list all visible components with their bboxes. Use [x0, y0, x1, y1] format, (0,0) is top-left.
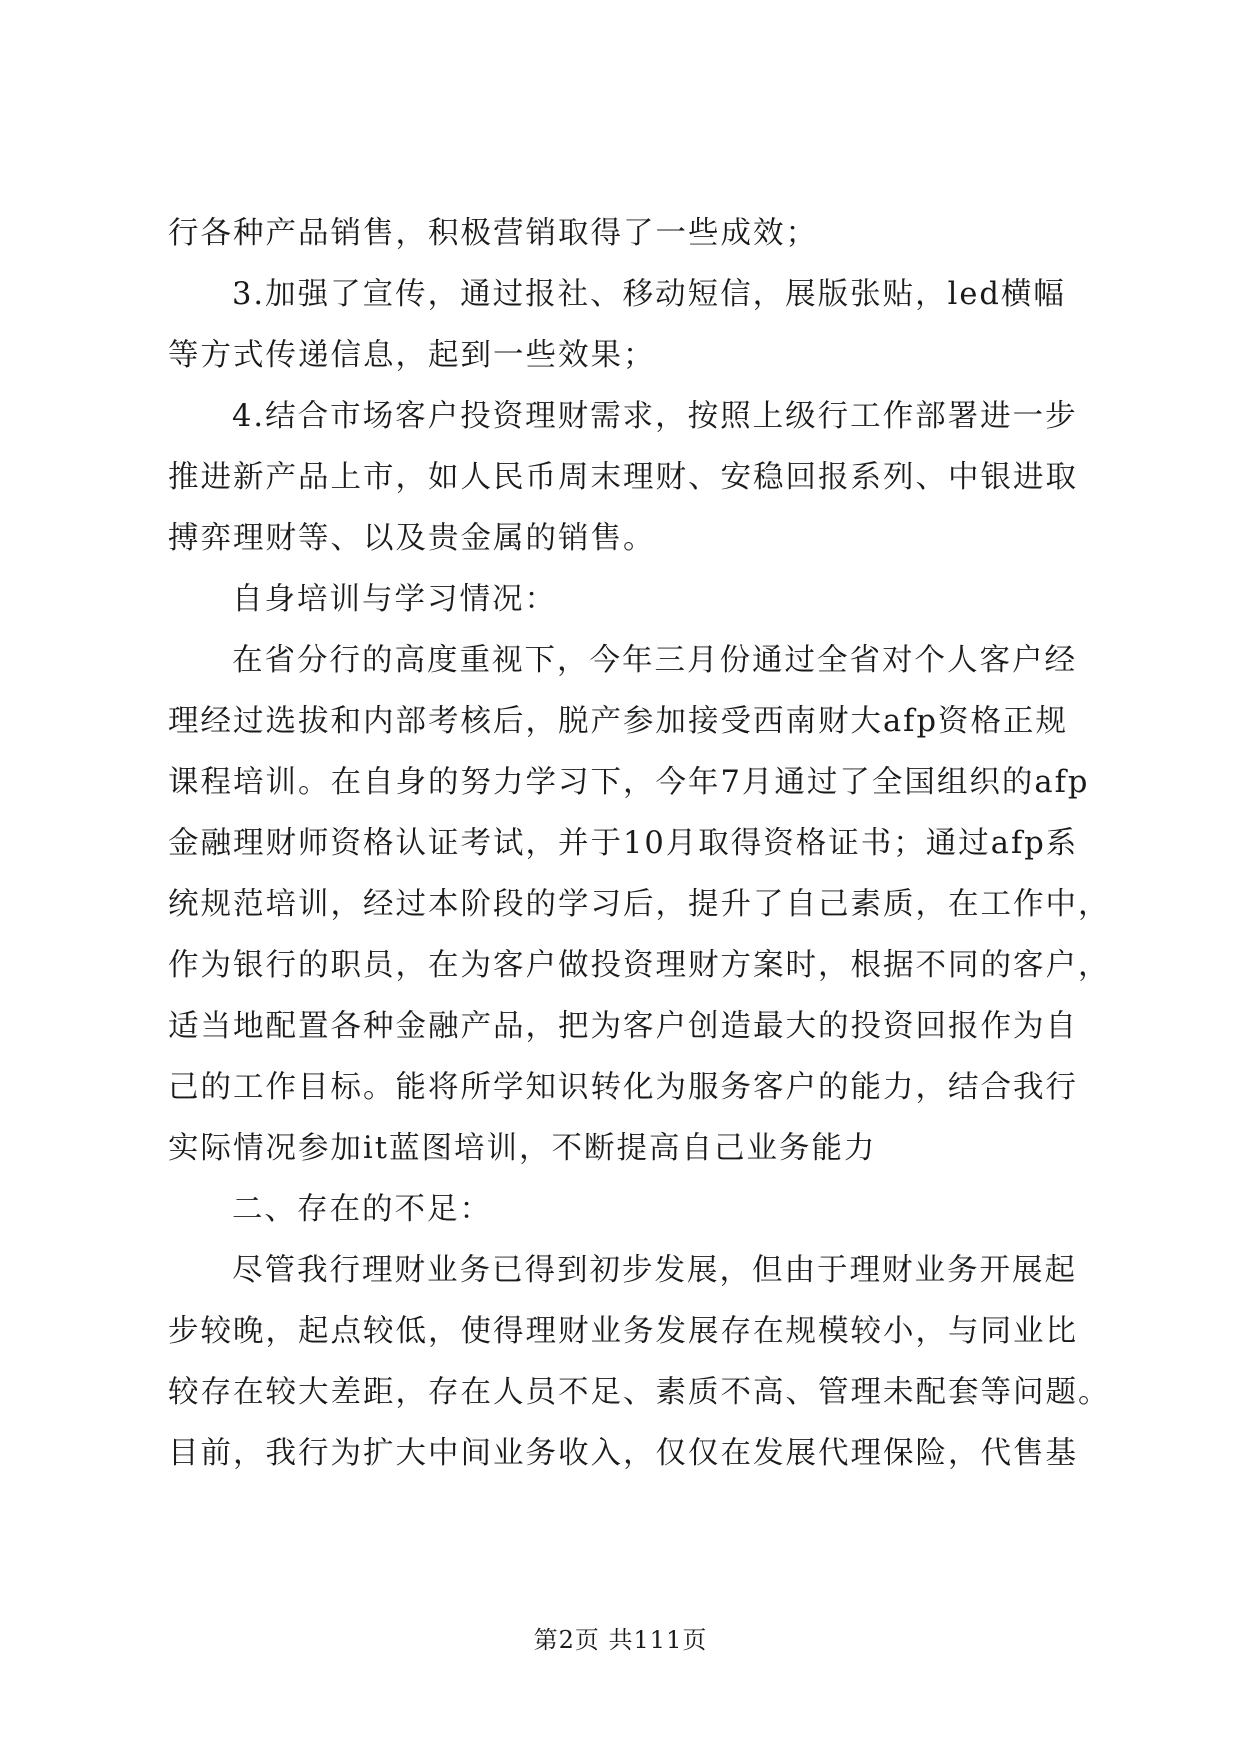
text-line: 步较晚，起点较低，使得理财业务发展存在规模较小，与同业比	[168, 1314, 1078, 1349]
text-line: 理经过选拔和内部考核后，脱产参加接受西南财大afp资格正规	[168, 704, 1068, 739]
section-heading: 二、存在的不足：	[232, 1192, 492, 1227]
text-line: 搏弈理财等、以及贵金属的销售。	[168, 521, 656, 556]
text-line: 3.加强了宣传，通过报社、移动短信，展版张贴，led横幅	[232, 277, 1066, 312]
text-line: 课程培训。在自身的努力学习下，今年7月通过了全国组织的afp	[168, 765, 1090, 800]
text-line: 目前，我行为扩大中间业务收入，仅仅在发展代理保险，代售基	[168, 1436, 1078, 1471]
page-number-footer: 第2页 共111页	[533, 1626, 708, 1654]
section-heading: 自身培训与学习情况：	[232, 582, 557, 617]
text-line: 实际情况参加it蓝图培训，不断提高自己业务能力	[168, 1131, 877, 1166]
text-line: 4.结合市场客户投资理财需求，按照上级行工作部署进一步	[232, 399, 1078, 434]
text-line: 己的工作目标。能将所学知识转化为服务客户的能力，结合我行	[168, 1070, 1078, 1105]
text-line: 推进新产品上市，如人民币周末理财、安稳回报系列、中银进取	[168, 460, 1078, 495]
text-line: 等方式传递信息，起到一些效果；	[168, 338, 656, 373]
text-line: 行各种产品销售，积极营销取得了一些成效；	[168, 216, 818, 251]
text-line: 尽管我行理财业务已得到初步发展，但由于理财业务开展起	[232, 1253, 1077, 1288]
text-line: 金融理财师资格认证考试，并于10月取得资格证书；通过afp系	[168, 826, 1079, 861]
text-line: 在省分行的高度重视下，今年三月份通过全省对个人客户经	[232, 643, 1077, 678]
document-body	[168, 203, 1111, 1484]
text-line: 作为银行的职员，在为客户做投资理财方案时，根据不同的客户，	[168, 948, 1111, 983]
text-line: 较存在较大差距，存在人员不足、素质不高、管理未配套等问题。	[168, 1375, 1111, 1410]
text-line: 统规范培训，经过本阶段的学习后，提升了自己素质，在工作中，	[168, 887, 1111, 922]
text-line: 适当地配置各种金融产品，把为客户创造最大的投资回报作为自	[168, 1009, 1078, 1044]
